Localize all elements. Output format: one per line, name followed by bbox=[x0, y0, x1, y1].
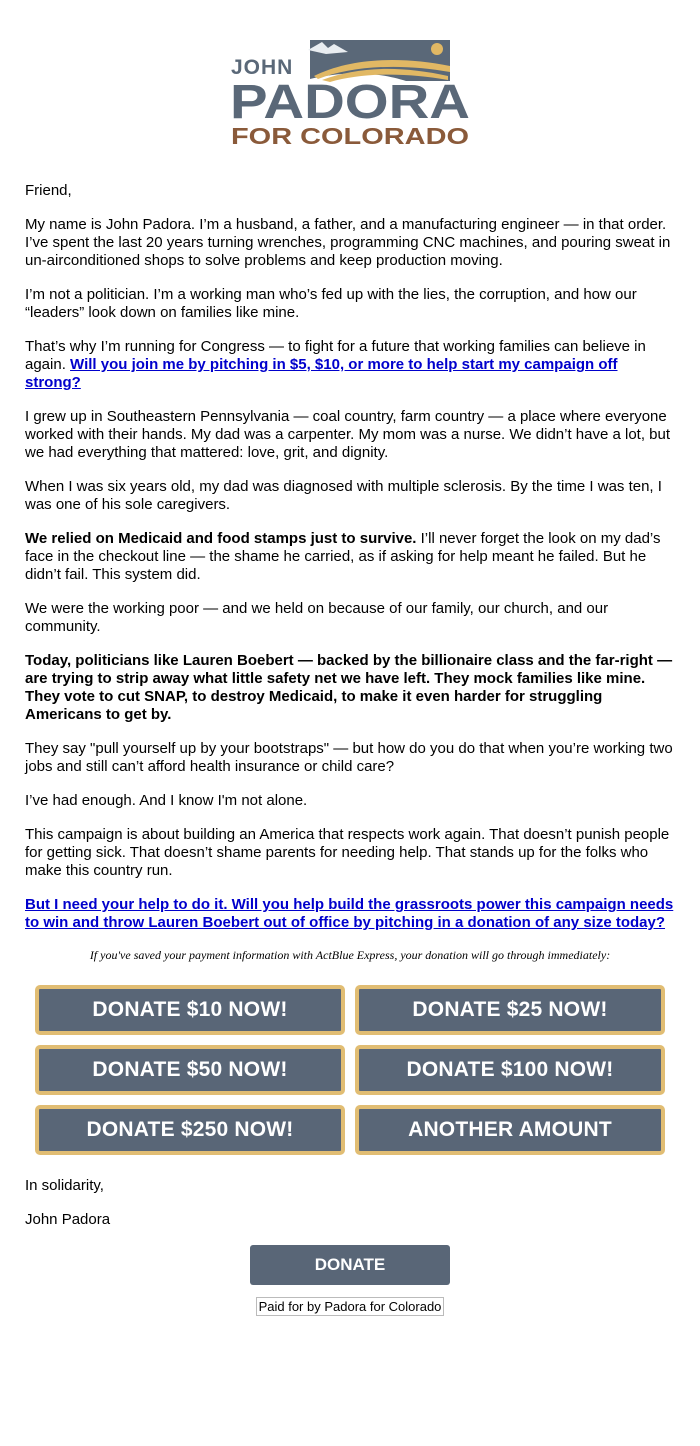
greeting: Friend, bbox=[25, 182, 72, 199]
paragraph-medicaid-bold: We relied on Medicaid and food stamps just to survive. bbox=[25, 530, 417, 547]
paragraph-campaign: This campaign is about building an America that respects work again. That doesn’t punish people for getting sick. That doesn’t shame parents for needing help. That stands up for the folks who make this country run. bbox=[25, 826, 670, 879]
donate-button-grid bbox=[25, 985, 675, 1155]
donate-100-button[interactable]: DONATE $100 NOW! bbox=[355, 1045, 665, 1095]
donate-other-amount-button[interactable]: ANOTHER AMOUNT bbox=[355, 1105, 665, 1155]
paragraph-not-politician: I’m not a politician. I’m a working man who’s fed up with the lies, the corruption, and how our “leaders” look down on families like mine. bbox=[25, 286, 637, 321]
closing: In solidarity, bbox=[25, 1177, 104, 1194]
paragraph-ms: When I was six years old, my dad was diagnosed with multiple sclerosis. By the time I was ten, I was one of his sole caregivers. bbox=[25, 478, 662, 513]
signoff bbox=[25, 1177, 675, 1229]
donate-10-button[interactable]: DONATE $10 NOW! bbox=[35, 985, 345, 1035]
logo-line-padora: PADORA bbox=[230, 76, 470, 129]
paragraph-enough: I’ve had enough. And I know I'm not alone. bbox=[25, 792, 308, 809]
actblue-express-note: If you've saved your payment information with ActBlue Express, your donation will go through immediately: bbox=[89, 948, 611, 962]
signature-name: John Padora bbox=[25, 1211, 111, 1228]
paragraph-running-text: That’s why I’m running for Congress — to fight for a future that working families can believe in again. bbox=[25, 338, 646, 373]
logo-line-for-colorado: FOR COLORADO bbox=[231, 123, 469, 148]
donate-25-button[interactable]: DONATE $25 NOW! bbox=[355, 985, 665, 1035]
paragraph-working-poor: We were the working poor — and we held on because of our family, our church, and our community. bbox=[25, 600, 609, 635]
paragraph-boebert bbox=[25, 652, 675, 724]
logo-line-john: JOHN bbox=[231, 56, 294, 79]
donate-50-button[interactable]: DONATE $50 NOW! bbox=[35, 1045, 345, 1095]
paragraph-help bbox=[25, 896, 675, 932]
donate-link-grassroots[interactable]: But I need your help to do it. Will you help build the grassroots power this campaign needs to win and throw Lauren Boebert out of office by pitching in a donation of any size today? bbox=[25, 896, 674, 931]
paragraph-intro: My name is John Padora. I’m a husband, a father, and a manufacturing engineer — in that order. I’ve spent the last 20 years turning wrenches, programming CNC machines, and pouring sweat in un-airconditioned shops to solve problems and keep production moving. bbox=[25, 216, 671, 269]
donate-250-button[interactable]: DONATE $250 NOW! bbox=[35, 1105, 345, 1155]
paragraph-boebert-bold: Today, politicians like Lauren Boebert — backed by the billionaire class and the far-right — are trying to strip away what little safety net we have left. They mock families like mine. They vote to cut SNAP, to destroy Medicaid, to make it even harder for struggling Americans to get by. bbox=[25, 652, 673, 723]
donate-button[interactable]: DONATE bbox=[250, 1245, 450, 1285]
donate-link-start[interactable]: Will you join me by pitching in $5, $10, or more to help start my campaign off strong? bbox=[25, 356, 618, 391]
paragraph-grew-up: I grew up in Southeastern Pennsylvania — coal country, farm country — a place where everyone worked with their hands. My dad was a carpenter. My mom was a nurse. We didn’t have a lot, but we had everything that mattered: love, grit, and dignity. bbox=[25, 408, 671, 461]
campaign-logo bbox=[230, 36, 470, 148]
paragraph-running bbox=[25, 338, 675, 392]
paid-for-disclaimer bbox=[25, 1297, 675, 1316]
email-body bbox=[25, 0, 675, 1316]
letter-text bbox=[25, 182, 675, 932]
paragraph-medicaid bbox=[25, 530, 675, 584]
paragraph-bootstraps: They say "pull yourself up by your bootstraps" — but how do you do that when you’re working two jobs and still can’t afford health insurance or child care? bbox=[25, 740, 673, 775]
paragraph-medicaid-text: I’ll never forget the look on my dad’s face in the checkout line — the shame he carried, as if asking for help meant he failed. But he didn’t fail. This system did. bbox=[25, 530, 661, 583]
paid-for-text: Paid for by Padora for Colorado bbox=[256, 1297, 445, 1316]
